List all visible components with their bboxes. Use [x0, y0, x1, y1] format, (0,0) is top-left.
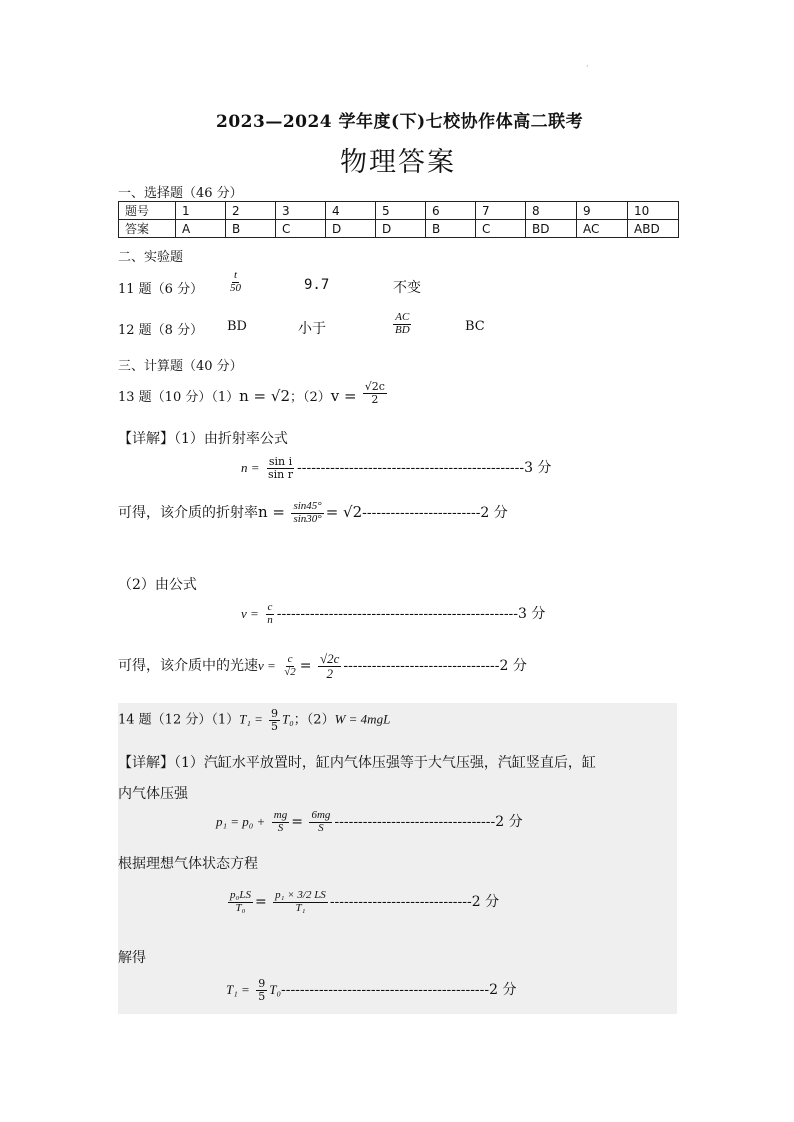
- q13-eq2-lhs: v =: [241, 606, 259, 622]
- q13-eq1-lhs: n =: [241, 460, 260, 476]
- q14-eq2-score: 2 分: [471, 894, 500, 911]
- q13-eq2: [241, 602, 545, 626]
- q14-eq2-den1: T₀: [235, 901, 246, 914]
- q13-answer2-num: √2c: [364, 380, 385, 394]
- q13-eq1-score: 3 分: [524, 460, 552, 477]
- q13-answer2-lhs: v =: [330, 387, 357, 405]
- q13-result2-num1: c: [287, 653, 293, 666]
- q13-eq2-score: 3 分: [518, 606, 546, 623]
- table-cell: C: [476, 220, 526, 238]
- q11-frac-den: 50: [230, 281, 241, 294]
- section1-heading: 一、选择题（46 分）: [118, 186, 243, 201]
- table-cell: AC: [577, 220, 628, 238]
- q13-result2-den1: √2: [284, 665, 296, 678]
- table-row: [119, 220, 679, 238]
- table-cell: ABD: [628, 220, 679, 238]
- q13-answer2-den: 2: [371, 393, 379, 406]
- table-cell: C: [276, 220, 326, 238]
- q14-eq2-eq: =: [254, 894, 267, 911]
- q13-result2-lhs: v =: [258, 658, 276, 674]
- table-row: [119, 202, 679, 220]
- q14-eq2-num1: p₀LS: [230, 889, 251, 901]
- q14-eq3: [226, 978, 516, 1002]
- q14-answer-line: [118, 708, 390, 732]
- table-cell: 1: [176, 202, 226, 220]
- q14-eq3-den: 5: [258, 989, 266, 1003]
- table-cell: 9: [577, 202, 628, 220]
- q13-result2-dash: ---------------------------------: [343, 658, 500, 675]
- q14-answer1-rhs: T₀: [282, 711, 294, 727]
- q13-detail-text: （1）由折射率公式: [174, 431, 288, 447]
- q12-answer2: 小于: [298, 321, 326, 337]
- q11-label: 11 题（6 分）: [118, 282, 204, 297]
- q13-result2-num2: √2c: [319, 651, 340, 666]
- q13-result1-lhs: n =: [258, 503, 285, 522]
- q12-label: 12 题（8 分）: [118, 323, 204, 338]
- exam-title: 2023—2024 学年度(下)七校协作体高二联考: [216, 112, 584, 132]
- q14-detail-label: 【详解】: [118, 755, 174, 771]
- q14-answer1-lhs: T₁ =: [239, 711, 263, 727]
- corner-mark: ·: [586, 62, 589, 71]
- q14-eq2-num2: p₁ × 3/2 LS: [275, 889, 326, 901]
- q14-eq1-dash: ----------------------------------: [334, 814, 496, 831]
- q14-eq1-score: 2 分: [495, 814, 523, 831]
- q13-eq2-den: n: [267, 613, 273, 626]
- table-cell: A: [176, 220, 226, 238]
- q12-fraction: [391, 312, 414, 336]
- q13-eq2-dash: ---------------------------------------------------: [276, 606, 519, 623]
- q14-mid: ；（2）: [293, 712, 335, 728]
- q14-eq1-lhs: p₁ = p₀ +: [216, 814, 266, 830]
- q13-result1-text: 可得，该介质的折射率: [118, 505, 258, 522]
- table-cell: 7: [476, 202, 526, 220]
- q11-fraction: [226, 270, 245, 294]
- q13-mid: ；（2）: [290, 390, 331, 405]
- q14-eq3-score: 2 分: [489, 982, 517, 999]
- section3-heading: 三、计算题（40 分）: [118, 359, 243, 374]
- q14-eq1-num1: mg: [273, 809, 288, 821]
- q13-result2: [118, 652, 527, 680]
- q14-eq3-dash: --------------------------------------------: [280, 982, 490, 999]
- q13-detail: [118, 428, 288, 448]
- q12-answer1: BD: [227, 319, 247, 334]
- q13-result2-eq: =: [299, 658, 312, 675]
- q14-detail-line2: 内气体压强: [118, 786, 188, 802]
- q13-eq2-num: c: [267, 601, 273, 613]
- table-cell: 6: [426, 202, 476, 220]
- q14-detail-text: （1）汽缸水平放置时，缸内气体压强等于大气压强，汽缸竖直后，缸: [174, 755, 596, 771]
- q12-frac-den: BD: [395, 323, 410, 336]
- q12-frac-num: AC: [395, 311, 410, 323]
- q12-answer4: BC: [465, 319, 485, 334]
- q14-eq1-eq: =: [291, 814, 303, 831]
- table-cell: 3: [276, 202, 326, 220]
- q13-detail-label: 【详解】: [118, 431, 174, 447]
- q14-detail-line1: [118, 752, 596, 772]
- table-row-label: 答案: [119, 220, 176, 238]
- table-cell: B: [426, 220, 476, 238]
- q14-state-text: 根据理想气体状态方程: [118, 856, 258, 872]
- q13-part2-text: （2）由公式: [118, 577, 197, 593]
- answer-table: [118, 201, 679, 238]
- q14-eq2-den2: T₁: [295, 901, 306, 914]
- q13-result1-den: sin30°: [293, 512, 322, 525]
- q14-eq3-num: 9: [258, 977, 266, 990]
- table-cell: D: [326, 220, 376, 238]
- q14-eq1-den2: S: [318, 821, 324, 834]
- q14-eq2-dash: ------------------------------: [329, 894, 472, 911]
- q14-eq2: [226, 890, 499, 914]
- q14-eq1: [216, 810, 523, 834]
- q14-answer1-den: 5: [271, 719, 279, 733]
- q13-result1-score: 2 分: [480, 505, 508, 522]
- q13-eq1-den: sin r: [267, 467, 293, 481]
- q13-label: 13 题（10 分）（1）: [118, 390, 240, 405]
- q13-result1: [118, 501, 508, 525]
- q11-frac-num: t: [233, 269, 238, 281]
- q13-eq1: [241, 456, 551, 480]
- q13-result1-rhs: = √2: [325, 503, 363, 522]
- q13-result2-score: 2 分: [499, 658, 527, 675]
- q14-answer1-num: 9: [271, 707, 279, 720]
- q14-eq1-num2: 6mg: [311, 809, 331, 821]
- q14-solve-text: 解得: [118, 950, 146, 966]
- table-row-label: 题号: [119, 202, 176, 220]
- page-subtitle: 物理答案: [340, 147, 456, 178]
- q11-value: 9.7: [304, 277, 330, 293]
- table-cell: 5: [376, 202, 426, 220]
- q13-eq1-num: sin i: [268, 455, 293, 468]
- q14-eq3-rhs: T₀: [269, 982, 281, 998]
- section2-heading: 二、实验题: [118, 250, 184, 265]
- q14-label: 14 题（12 分）（1）: [118, 712, 240, 728]
- table-cell: D: [376, 220, 426, 238]
- q13-result1-num: sin45°: [293, 500, 322, 512]
- q11-text: 不变: [393, 280, 421, 296]
- q13-result2-text: 可得，该介质中的光速: [118, 658, 258, 675]
- q13-answer1: n = √2: [239, 387, 290, 405]
- q13-result2-den2: 2: [326, 665, 333, 681]
- table-cell: 10: [628, 202, 679, 220]
- q14-eq1-den1: S: [277, 821, 284, 834]
- table-cell: 8: [526, 202, 577, 220]
- table-cell: BD: [526, 220, 577, 238]
- q13-answer-line: [118, 380, 389, 406]
- q14-answer2: W = 4mgL: [334, 711, 391, 727]
- table-cell: 4: [326, 202, 376, 220]
- table-cell: 2: [226, 202, 276, 220]
- table-cell: B: [226, 220, 276, 238]
- q13-result1-dash: -------------------------: [362, 505, 481, 522]
- q14-eq3-lhs: T₁ =: [226, 982, 250, 998]
- q13-eq1-dash: ------------------------------------------------: [297, 460, 525, 477]
